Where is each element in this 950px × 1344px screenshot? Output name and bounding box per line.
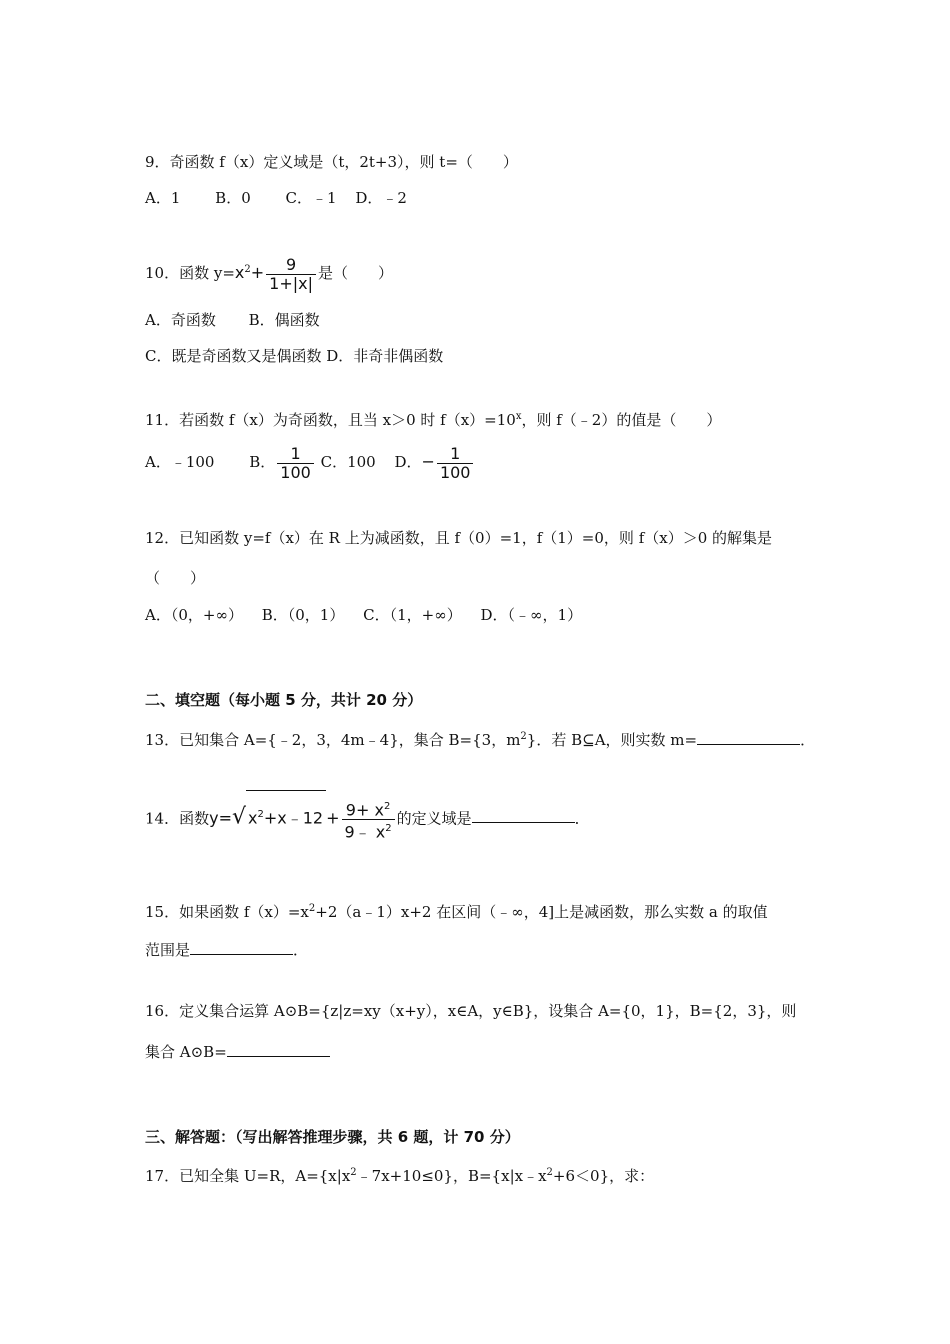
q11-stem-text: 11．若函数 f（x）为奇函数，且当 x＞0 时 f（x）=10 xyxy=(145,411,516,429)
q13-answer-blank[interactable] xyxy=(697,730,800,745)
q11-b-den: 100 xyxy=(277,463,314,482)
q10-num: 9 xyxy=(285,254,297,274)
q12-stem: 12．已知函数 y=f（x）在 R 上为减函数，且 f（0）=1，f（1）=0，则 f（x）＞0 的解集是 xyxy=(145,529,773,547)
q15-sup: 2 xyxy=(308,903,316,914)
q9-option-a: A．1 xyxy=(145,189,181,207)
q17-b: ﹣7x+10≤0}，B={x|x﹣x xyxy=(356,1167,547,1185)
q15-line2 xyxy=(145,940,308,960)
q11-option-d: D． xyxy=(394,453,422,471)
q11-options xyxy=(145,442,475,482)
q12-options xyxy=(145,605,582,625)
q14-radicand-x: x xyxy=(248,808,258,828)
q10-x: x xyxy=(234,263,245,282)
q10-fraction xyxy=(266,256,316,293)
q11-d-sign: − xyxy=(421,452,435,471)
q10-option-d: D．非奇非偶函数 xyxy=(326,347,444,365)
q10-prefix: 10．函数 y= xyxy=(145,264,235,282)
q14-radicand-tail: +x﹣12 xyxy=(263,808,324,828)
q10-den: 1+|x| xyxy=(266,274,316,293)
q17-sup2: 2 xyxy=(546,1167,553,1178)
q12-paren: （ ） xyxy=(145,569,206,587)
q11-stem-tail: ，则 f（﹣2）的值是（ ） xyxy=(521,411,722,429)
q17-a: 17．已知全集 U=R，A={x|x xyxy=(145,1167,351,1185)
q17-stem xyxy=(145,1163,654,1186)
q14-plus: + xyxy=(326,808,340,828)
section2-title: 二、填空题（每小题 5 分，共计 20 分） xyxy=(145,691,423,709)
q14-stem xyxy=(145,790,590,842)
q10-plus: + xyxy=(250,263,265,282)
q14-num-a: 9+ x xyxy=(345,799,384,819)
q15-line1 xyxy=(145,899,768,922)
q12-option-a: A．（0，+∞） xyxy=(145,606,243,624)
q13-end: ． xyxy=(800,731,816,749)
section3-title: 三、解答题：（写出解答推理步骤，共 6 题，计 70 分） xyxy=(145,1128,520,1146)
q14-radicand-exp: 2 xyxy=(257,809,264,820)
q11-option-a: A．﹣100 xyxy=(145,453,215,471)
q14-answer-blank[interactable] xyxy=(472,808,575,823)
q10-option-b: B．偶函数 xyxy=(248,311,320,329)
q16-answer-blank[interactable] xyxy=(227,1042,330,1057)
q11-stem-sup: x xyxy=(515,411,522,422)
q15-answer-blank[interactable] xyxy=(190,940,293,955)
q15-end: ． xyxy=(293,941,309,959)
q10-options-row1 xyxy=(145,310,320,330)
q16-line2 xyxy=(145,1042,330,1062)
q13-sup: 2 xyxy=(520,731,527,742)
q9-options xyxy=(145,188,407,208)
sqrt-icon: √ xyxy=(231,804,246,830)
q14-prefix: 14．函数 xyxy=(145,809,210,828)
q14-end: ． xyxy=(574,809,590,828)
q17-sup1: 2 xyxy=(350,1167,357,1178)
q10-options-row2 xyxy=(145,346,443,366)
q14-den-exp: 2 xyxy=(385,822,392,834)
q14-num xyxy=(343,798,394,819)
q15-text-a: 15．如果函数 f（x）=x xyxy=(145,903,309,921)
q11-option-b-frac xyxy=(277,445,314,482)
q14-suffix: 的定义域是 xyxy=(396,809,472,828)
q14-fraction xyxy=(342,798,395,842)
q11-d-den: 100 xyxy=(437,463,474,482)
q14-den xyxy=(342,819,395,841)
q11-stem xyxy=(145,407,721,430)
q13-text: 13．已知集合 A={﹣2，3，4m﹣4}，集合 B={3，m xyxy=(145,731,521,749)
q11-option-d-frac xyxy=(437,445,474,482)
q14-den-a: 9﹣ x xyxy=(344,822,386,842)
q9-stem: 9．奇函数 f（x）定义域是（t，2t+3），则 t=（ ） xyxy=(145,153,518,171)
q9-option-d: D．﹣2 xyxy=(355,189,407,207)
q15-text-b: +2（a﹣1）x+2 在区间（﹣∞，4]上是减函数，那么实数 a 的取值 xyxy=(315,903,768,921)
q16-line2-text: 集合 A⊙B= xyxy=(145,1043,227,1061)
q16-line1: 16．定义集合运算 A⊙B={z|z=xy（x+y），x∈A，y∈B}，设集合 A={0，1}，B={2，3}，则 xyxy=(145,1002,797,1020)
q11-option-c: C．100 xyxy=(320,453,376,471)
q13-tail: }．若 B⊆A，则实数 m= xyxy=(526,731,698,749)
q14-y: y= xyxy=(209,808,232,828)
q13-stem xyxy=(145,727,815,750)
q9-option-c: C．﹣1 xyxy=(285,189,337,207)
q11-b-num: 1 xyxy=(290,443,301,463)
q12-option-c: C．（1，+∞） xyxy=(363,606,462,624)
q10-suffix: 是（ ） xyxy=(318,264,394,282)
q14-radicand xyxy=(246,790,326,842)
q11-d-num: 1 xyxy=(450,443,461,463)
q11-option-b: B． xyxy=(249,453,276,471)
q10-exp: 2 xyxy=(244,264,251,275)
q10-option-a: A．奇函数 xyxy=(145,311,216,329)
q10-stem xyxy=(145,250,393,293)
q12-option-d: D．（﹣∞，1） xyxy=(480,606,583,624)
q17-c: +6＜0}，求： xyxy=(552,1167,655,1185)
q15-line2-text: 范围是 xyxy=(145,941,191,959)
q12-option-b: B．（0，1） xyxy=(261,606,345,624)
q10-option-c: C．既是奇函数又是偶函数 xyxy=(145,347,322,365)
q14-num-exp: 2 xyxy=(383,800,391,812)
q9-option-b: B．0 xyxy=(215,189,251,207)
